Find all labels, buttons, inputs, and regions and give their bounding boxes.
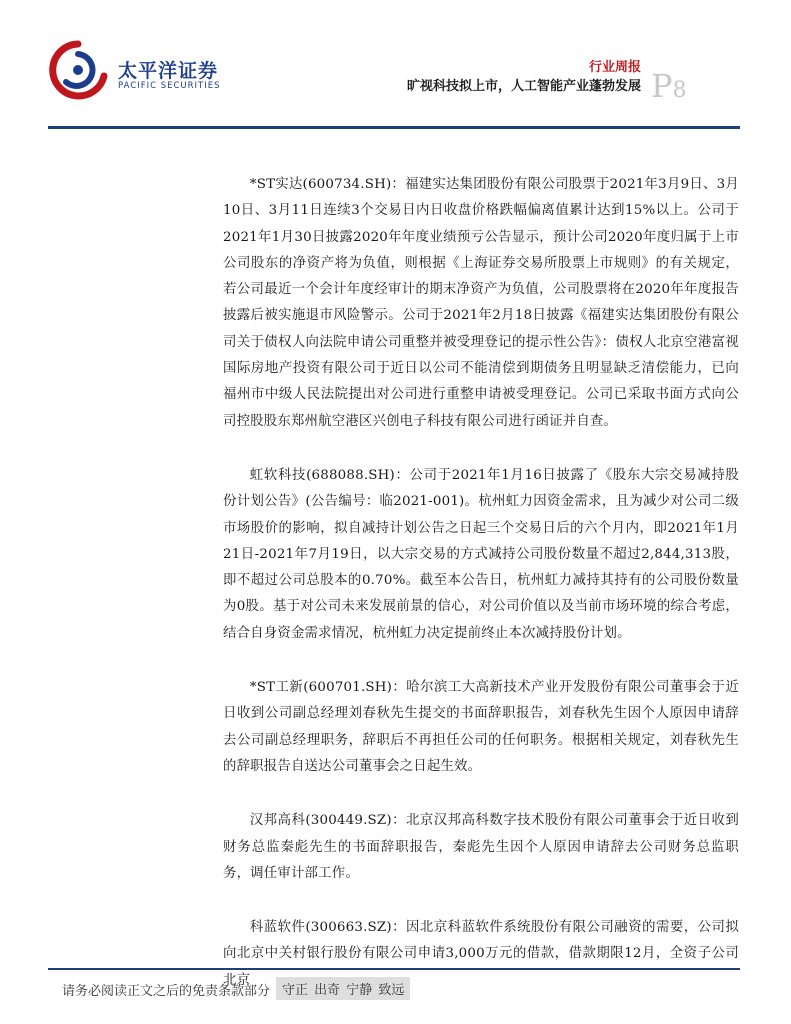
disclaimer-text: 请务必阅读正文之后的免责条款部分 <box>62 984 271 999</box>
news-paragraph: 虹软科技(688088.SH)：公司于2021年1月16日披露了《股东大宗交易减持股份计划公告》(公告编号：临2021-001)。杭州虹力因资金需求，且为减少对公司二级市场股价的影响，拟自减持计划公告之日起三个交易日后的六个月内，即2021年1月21日-2021年7月19日，以大宗交易的方式减持公司股份数量不超过2,844,313股，即不超过公司总股本的0.70%。截至本公告日，杭州虹力减持其持有的公司股份数量为0股。基于对公司未来发展前景的信心，对公司价值以及当前市场环境的综合考虑，结合自身资金需求情况，杭州虹力决定提前终止本次减持股份计划。 <box>223 467 739 641</box>
page-letter: P <box>651 67 673 105</box>
news-paragraph: 科蓝软件(300663.SZ)：因北京科蓝软件系统股份有限公司融资的需要，公司拟向北京中关村银行股份有限公司申请3,000万元的借款，借款期限12月，全资子公司北京 <box>223 920 739 988</box>
report-title: 旷视科技拟上市，人工智能产业蓬勃发展 <box>406 79 641 94</box>
header-divider <box>48 126 740 129</box>
page-number <box>651 67 687 105</box>
pacific-logo-icon <box>48 40 110 100</box>
news-paragraph: 汉邦高科(300449.SZ)：北京汉邦高科数字技术股份有限公司董事会于近日收到财务总监秦彪先生的书面辞职报告，秦彪先生因个人原因申请辞去公司财务总监职务，调任审计部工作。 <box>223 813 739 881</box>
page-header <box>0 0 791 132</box>
report-type: 行业周报 <box>588 60 641 75</box>
news-paragraph: *ST实达(600734.SH)：福建实达集团股份有限公司股票于2021年3月9日、3月10日、3月11日连续3个交易日内日收盘价格跌幅偏离值累计达到15%以上。公司于2021年1月30日披露2020年年度业绩预亏公告显示，预计公司2020年度归属于上市公司股东的净资产将为负值，则根据《上海证券交易所股票上市规则》的有关规定，若公司最近一个会计年度经审计的期末净资产为负值，公司股票将在2020年年度报告披露后被实施退市风险警示。公司于2021年2月18日披露《福建实达集团股份有限公司关于债权人向法院申请公司重整并被受理登记的提示性公告》：债权人北京空港富视国际房地产投资有限公司于近日以公司不能清偿到期债务且明显缺乏清偿能力，已向福州市中级人民法院提出对公司进行重整申请被受理登记。公司已采取书面方式向公司控股股东郑州航空港区兴创电子科技有限公司进行函证并自查。 <box>223 177 739 429</box>
company-motto: 守正 出奇 宁静 致远 <box>276 977 410 1000</box>
logo-chinese-name: 太平洋证券 <box>118 60 219 82</box>
main-content <box>223 172 739 1022</box>
news-paragraph: *ST工新(600701.SH)：哈尔滨工大高新技术产业开发股份有限公司董事会于近日收到公司副总经理刘春秋先生提交的书面辞职报告，刘春秋先生因个人原因申请辞去公司副总经理职务，辞职后不再担任公司的任何职务。根据相关规定，刘春秋先生的辞职报告自送达公司董事会之日起生效。 <box>223 680 739 774</box>
footer-divider <box>48 968 740 970</box>
logo-english-name: PACIFIC SECURITIES <box>118 81 221 91</box>
page-number-value: 8 <box>672 78 687 103</box>
company-logo <box>48 40 228 100</box>
